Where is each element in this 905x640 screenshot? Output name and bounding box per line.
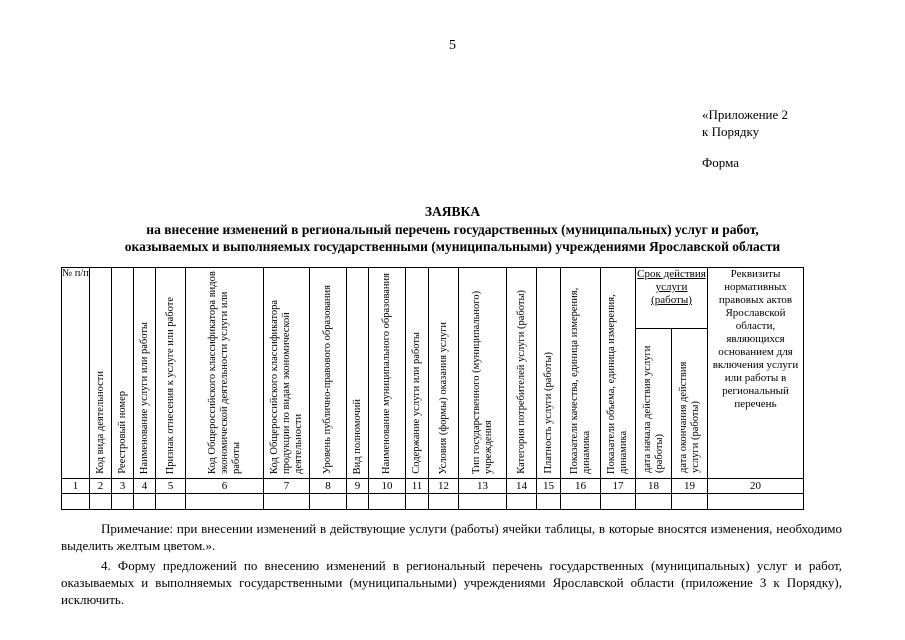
- appendix-line-1: «Приложение 2: [702, 107, 789, 122]
- column-number: 8: [310, 479, 347, 494]
- header-service-content: Содержание услуги или работы: [406, 268, 429, 479]
- header-term-start: дата начала действия услуги (работы): [636, 329, 672, 479]
- document-title: ЗАЯВКА: [424, 204, 481, 219]
- table-cell: [429, 494, 459, 510]
- column-number: 17: [601, 479, 636, 494]
- paragraph-item-4: 4. Форму предложений по внесению изменений в региональный перечень государственных (муниципальных) услуг и работ, оказываемых и выполняемых государственными (муниципальными) учреждениями Ярославской области (приложение 3 к Порядку), исключить.: [61, 558, 842, 607]
- column-number: 18: [636, 479, 672, 494]
- application-table: [61, 267, 804, 510]
- table-cell: [90, 494, 112, 510]
- column-number: 15: [537, 479, 561, 494]
- table-note: Примечание: при внесении изменений в действующие услуги (работы) ячейки таблицы, в которые вносятся изменения, необходимо выделить желтым цветом.».: [61, 521, 842, 553]
- header-attribution-sign: Признак отнесения к услуге или работе: [156, 268, 186, 479]
- table-cell: [186, 494, 264, 510]
- table-cell: [601, 494, 636, 510]
- column-number: 1: [62, 479, 90, 494]
- table-cell: [507, 494, 537, 510]
- column-number: 11: [406, 479, 429, 494]
- table-cell: [672, 494, 708, 510]
- header-okved-code: Код Общероссийского классификатора видов экономической деятельности услуги или работы: [186, 268, 264, 479]
- appendix-reference: [702, 106, 788, 171]
- column-number: 19: [672, 479, 708, 494]
- column-number: 20: [708, 479, 804, 494]
- table-cell: [636, 494, 672, 510]
- column-number: 9: [347, 479, 369, 494]
- column-number: 3: [112, 479, 134, 494]
- header-requisites: Реквизиты нормативных правовых актов Ярославской области, являющихся основанием для включения услуги или работы в региональный перечень: [708, 268, 804, 479]
- column-number: 2: [90, 479, 112, 494]
- header-service-conditions: Условия (формы) оказания услуги: [429, 268, 459, 479]
- column-number: 12: [429, 479, 459, 494]
- table-cell: [264, 494, 310, 510]
- appendix-line-2: к Порядку: [702, 124, 760, 139]
- table-cell: [369, 494, 406, 510]
- header-term-end: дата окончания действия услуги (работы): [672, 329, 708, 479]
- table-cell: [310, 494, 347, 510]
- header-number: № п/п: [62, 268, 90, 479]
- column-number: 13: [459, 479, 507, 494]
- header-service-name: Наименование услуги или работы: [134, 268, 156, 479]
- header-consumer-category: Категория потребителей услуги (работы): [507, 268, 537, 479]
- document-subtitle-line-1: на внесение изменений в региональный перечень государственных (муниципальных) услуг и работ,: [146, 222, 759, 237]
- header-municipality-name: Наименование муниципального образования: [369, 268, 406, 479]
- column-number: 5: [156, 479, 186, 494]
- column-number: 7: [264, 479, 310, 494]
- header-okpd-code: Код Общероссийского классификатора продукции по видам экономической деятельности: [264, 268, 310, 479]
- table-cell: [347, 494, 369, 510]
- table-cell: [537, 494, 561, 510]
- table-cell: [156, 494, 186, 510]
- empty-data-row: [62, 494, 804, 510]
- header-quality-indicators: Показатели качества, единица измерения, динамика: [561, 268, 601, 479]
- column-number-row: [62, 479, 804, 494]
- header-registry-number: Реестровый номер: [112, 268, 134, 479]
- header-volume-indicators: Показатели объема, единица измерения, динамика: [601, 268, 636, 479]
- table-cell: [134, 494, 156, 510]
- column-number: 6: [186, 479, 264, 494]
- header-institution-type: Тип государственного (муниципального) учреждения: [459, 268, 507, 479]
- header-activity-code: Код вида деятельности: [90, 268, 112, 479]
- page-number: 5: [449, 38, 456, 53]
- table-cell: [406, 494, 429, 510]
- table-cell: [459, 494, 507, 510]
- column-number: 4: [134, 479, 156, 494]
- header-term: Срок действия услуги (работы): [636, 268, 708, 329]
- table-cell: [62, 494, 90, 510]
- column-number: 16: [561, 479, 601, 494]
- header-public-level: Уровень публично-правового образования: [310, 268, 347, 479]
- table-cell: [561, 494, 601, 510]
- header-payment: Платность услуги (работы): [537, 268, 561, 479]
- form-label: Форма: [702, 155, 739, 170]
- table-cell: [708, 494, 804, 510]
- table-cell: [112, 494, 134, 510]
- column-number: 14: [507, 479, 537, 494]
- column-number: 10: [369, 479, 406, 494]
- document-subtitle-line-2: оказываемых и выполняемых государственными (муниципальными) учреждениями Ярославской области: [124, 239, 781, 254]
- header-authority-type: Вид полномочий: [347, 268, 369, 479]
